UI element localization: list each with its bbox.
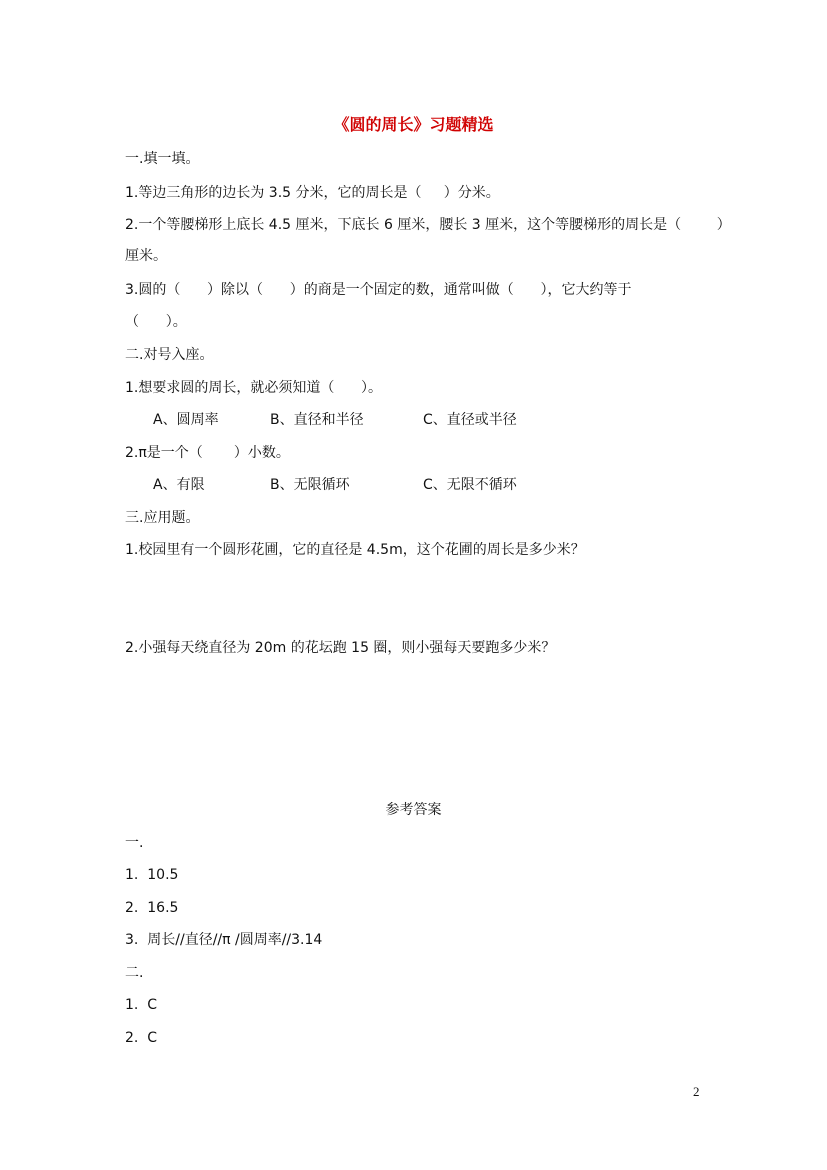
option-2-2-a: A、有限: [153, 477, 205, 493]
answers-part2-label: 二.: [125, 965, 144, 981]
option-2-1-b: B、直径和半径: [270, 412, 364, 428]
option-2-2-c: C、无限不循环: [423, 477, 517, 493]
question-2-2: 2.π是一个（ ）小数。: [125, 445, 290, 461]
question-3-1: 1.校园里有一个圆形花圃，它的直径是 4.5m，这个花圃的周长是多少米？: [125, 542, 585, 558]
answer-2-2: 2. C: [125, 1030, 158, 1046]
question-2-1: 1.想要求圆的周长，就必须知道（ ）。: [125, 380, 383, 396]
option-2-1-a: A、圆周率: [153, 412, 219, 428]
answer-2-1: 1. C: [125, 997, 158, 1013]
section-heading-application: 三.应用题。: [125, 510, 200, 526]
option-2-2-b: B、无限循环: [270, 477, 350, 493]
question-1-3-line2: （ ）。: [125, 314, 187, 330]
answers-part1-label: 一.: [125, 835, 144, 851]
answer-1-1: 1. 10.5: [125, 867, 179, 883]
answers-heading: 参考答案: [385, 802, 442, 818]
question-1-3-line1: 3.圆的（ ）除以（ ）的商是一个固定的数，通常叫做（ ），它大约等于: [125, 282, 632, 298]
section-heading-fill: 一.填一填。: [125, 151, 200, 167]
option-2-1-c: C、直径或半径: [423, 412, 517, 428]
answer-1-3: 3. 周长//直径//π /圆周率//3.14: [125, 932, 323, 948]
question-1-2-line1: 2.一个等腰梯形上底长 4.5 厘米，下底长 6 厘米，腰长 3 厘米，这个等腰梯形的周长是（ ）: [125, 217, 731, 233]
question-1-1: 1.等边三角形的边长为 3.5 分米，它的周长是（ ）分米。: [125, 185, 500, 201]
question-1-2-line2: 厘米。: [125, 248, 167, 264]
page-title: 《圆的周长》习题精选: [333, 115, 494, 134]
answer-1-2: 2. 16.5: [125, 900, 179, 916]
question-3-2: 2.小强每天绕直径为 20m 的花坛跑 15 圈，则小强每天要跑多少米？: [125, 640, 556, 656]
page-number: 2: [693, 1084, 700, 1099]
section-heading-choice: 二.对号入座。: [125, 347, 214, 363]
